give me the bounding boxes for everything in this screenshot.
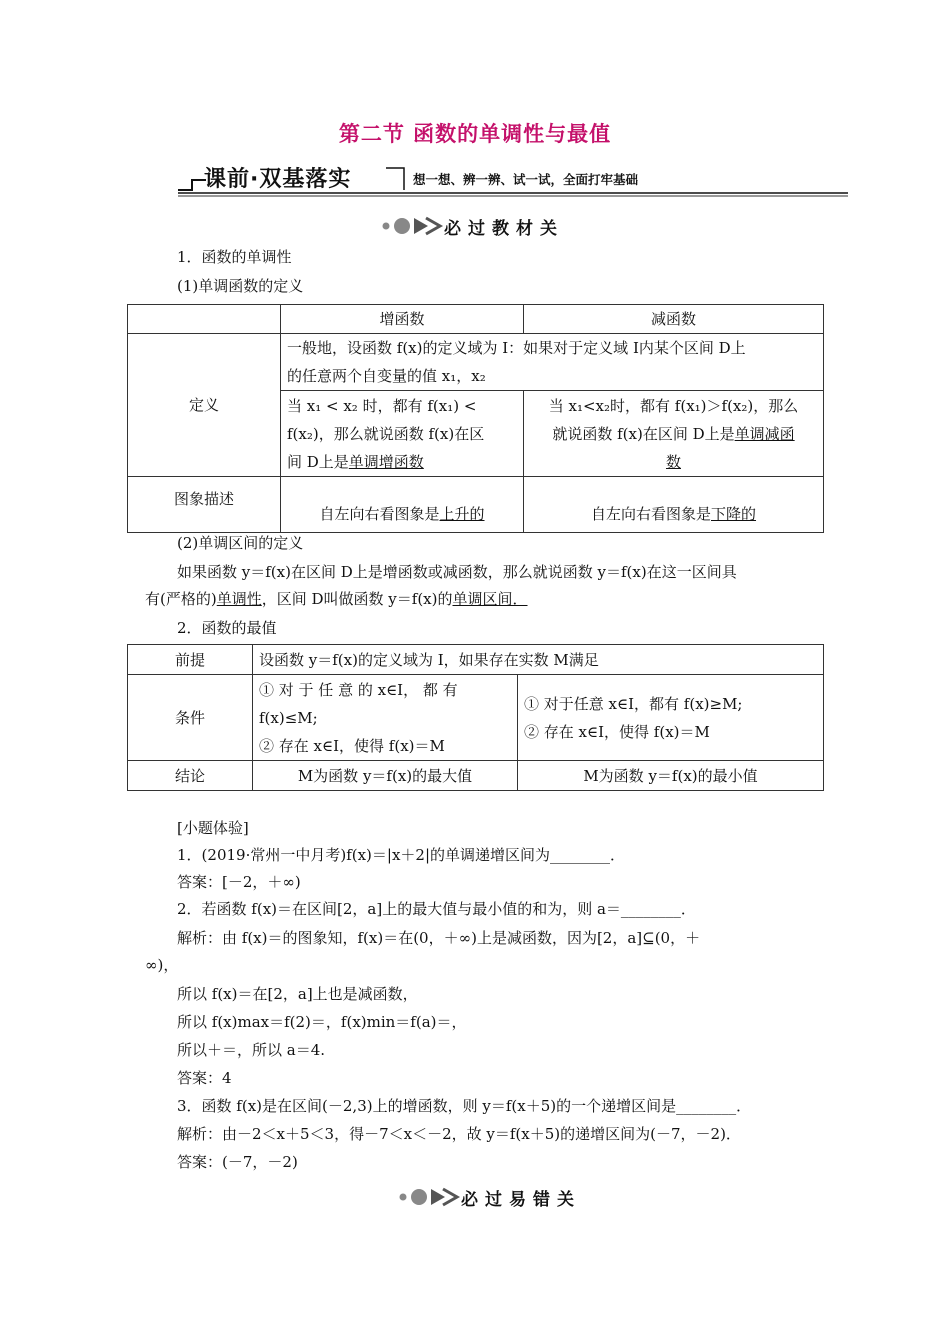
para-text-a: 有(严格的)	[145, 590, 217, 608]
para-text-b: ，区间 D叫做函数 y＝f(x)的	[261, 590, 453, 608]
practice-line: 解析：由－2＜x＋5＜3，得－7＜x＜－2，故 y＝f(x＋5)的递增区间为(－7，－2)．	[177, 1125, 741, 1143]
dots-arrow-icon	[378, 213, 444, 239]
practice-line: 所以＋＝，所以 a＝4.	[177, 1041, 326, 1059]
common-line-1: 一般地，设函数 f(x)的定义域为 I：如果对于定义域 I内某个区间 D上	[287, 339, 746, 357]
min-condition-cell	[518, 675, 824, 761]
practice-line: 3．函数 f(x)是在区间(－2,3)上的增函数，则 y＝f(x＋5)的一个递增区间是________．	[177, 1097, 752, 1115]
min-cond-line-2: ② 存在 x∈I，使得 f(x)＝M	[524, 722, 710, 741]
practice-line: 1．(2019·常州一中月考)f(x)＝|x＋2|的单调递增区间为________．	[177, 846, 626, 864]
increasing-graph-cell	[281, 477, 524, 533]
dec-line-1: 当 x₁<x₂时，都有 f(x₁)＞f(x₂)，那么	[548, 396, 799, 415]
table-corner	[128, 305, 281, 334]
row-label-definition: 定义	[128, 334, 281, 477]
decreasing-graph-cell	[524, 477, 824, 533]
dec-line-2	[530, 420, 817, 448]
practice-line: 答案：4	[177, 1069, 232, 1087]
max-condition-cell	[253, 675, 518, 761]
inc-line-2: f(x₂)，那么就说函数 f(x)在区	[287, 424, 485, 443]
section-header-errors	[395, 1184, 595, 1210]
heading-interval: (2)单调区间的定义	[177, 534, 304, 552]
practice-line: 答案：[－2，＋∞)	[177, 873, 301, 891]
min-conclusion-cell: M为函数 y＝f(x)的最小值	[518, 761, 824, 791]
inc-graph-term: 上升的	[439, 505, 485, 523]
common-line-2: 的任意两个自变量的值 x₁，x₂	[287, 367, 486, 385]
dec-line-3: 数	[665, 452, 681, 471]
common-definition-cell	[281, 334, 824, 391]
row-label-condition: 条件	[128, 675, 253, 761]
heading-monotonicity: 1．函数的单调性	[177, 248, 292, 266]
col-header-increasing: 增函数	[281, 305, 524, 334]
dots-arrow-icon	[395, 1184, 461, 1210]
row-label-conclusion: 结论	[128, 761, 253, 791]
row-label-premise: 前提	[128, 645, 253, 675]
practice-line: 所以 f(x)＝在[2，a]上也是减函数，	[177, 985, 418, 1003]
dec-graph-term: 下降的	[711, 505, 757, 523]
dec-graph-text: 自左向右看图象是	[590, 505, 711, 523]
col-header-decreasing: 减函数	[524, 305, 824, 334]
section-label: 必过易错关	[461, 1190, 581, 1210]
practice-line: 解析：由 f(x)＝的图象知，f(x)＝在(0，＋∞)上是减函数，因为[2，a]⊆(0，＋	[177, 929, 701, 947]
practice-line: 所以 f(x)max＝f(2)＝，f(x)min＝f(a)＝，	[177, 1013, 467, 1031]
practice-line: ∞)，	[145, 956, 179, 974]
inc-line-1: 当 x₁ < x₂ 时，都有 f(x₁) <	[287, 396, 477, 415]
para-interval-line-1: 如果函数 y＝f(x)在区间 D上是增函数或减函数，那么就说函数 y＝f(x)在这一区间具	[177, 563, 737, 581]
section-banner	[178, 160, 848, 200]
max-cond-line-3: ② 存在 x∈I，使得 f(x)＝M	[259, 736, 445, 755]
increasing-definition-cell	[281, 391, 524, 477]
practice-line: 2．若函数 f(x)＝在区间[2，a]上的最大值与最小值的和为，则 a＝________．	[177, 900, 696, 918]
decreasing-definition-cell	[524, 391, 824, 477]
practice-line: 答案：(－7，－2)	[177, 1153, 298, 1171]
min-cond-line-1: ① 对于任意 x∈I，都有 f(x)≥M;	[524, 694, 743, 713]
max-cond-line-2: f(x)≤M;	[259, 708, 318, 727]
extrema-table	[127, 644, 824, 791]
dec-term: 单调减函	[734, 424, 795, 443]
monotonic-definition-table	[127, 304, 824, 533]
page-title: 第二节 函数的单调性与最值	[338, 121, 612, 146]
practice-heading: [小题体验]	[177, 819, 249, 837]
banner-main-text: 课前·双基落实	[204, 167, 352, 192]
term-monotonicity: 单调性	[216, 590, 262, 608]
inc-graph-text: 自左向右看图象是	[319, 505, 440, 523]
max-conclusion-cell: M为函数 y＝f(x)的最大值	[253, 761, 518, 791]
section-header-textbook	[378, 213, 578, 239]
inc-term: 单调增函数	[348, 452, 424, 471]
inc-line-3	[287, 448, 517, 476]
heading-definition: (1)单调函数的定义	[177, 277, 304, 295]
row-label-graph: 图象描述	[128, 477, 281, 533]
max-cond-line-1: ① 对 于 任 意 的 x∈I， 都 有	[259, 680, 458, 699]
dec-line-2-text: 就说函数 f(x)在区间 D上是	[552, 424, 735, 443]
heading-extrema: 2．函数的最值	[177, 619, 277, 637]
inc-line-3-text: 间 D上是	[287, 452, 349, 471]
section-label: 必过教材关	[444, 219, 564, 239]
banner-sub-text: 想一想、辨一辨、试一试，全面打牢基础	[413, 172, 639, 187]
premise-cell: 设函数 y＝f(x)的定义域为 I，如果存在实数 M满足	[253, 645, 824, 675]
term-interval: 单调区间．	[452, 590, 528, 608]
para-interval-line-2	[145, 589, 528, 609]
